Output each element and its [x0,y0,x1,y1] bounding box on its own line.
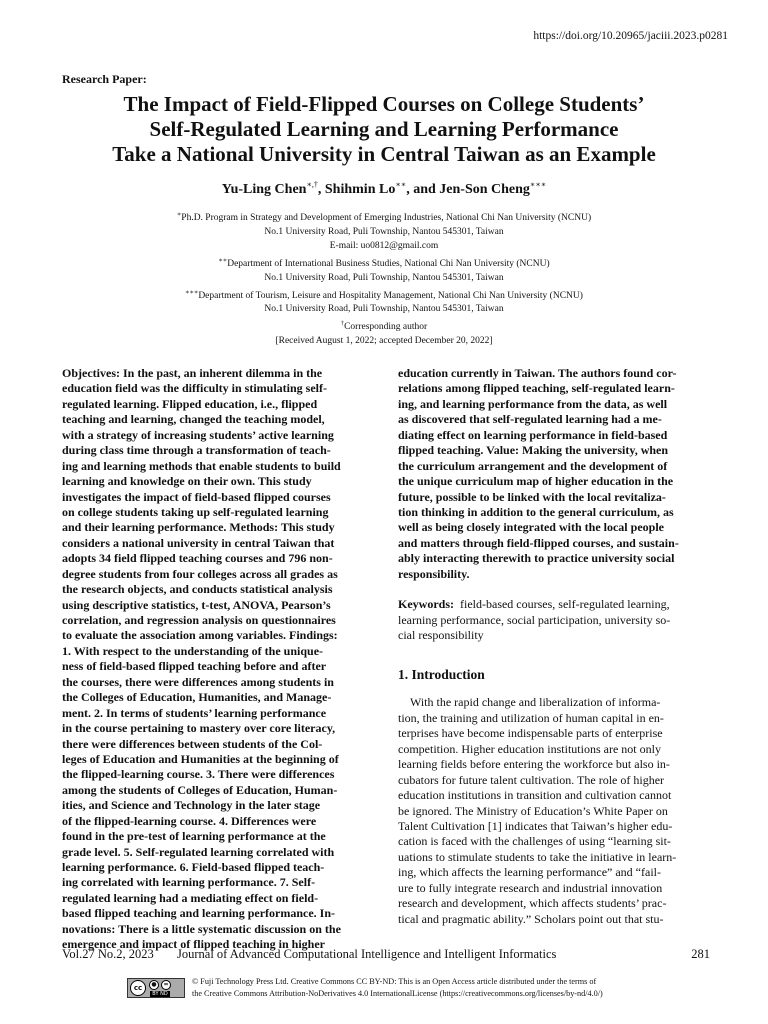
body-text-line: tion, the training and utilization of human capital in en- [398,710,664,725]
body-text-line: With the rapid change and liberalization of informa- [410,695,661,710]
abstract-line: teaching and learning, changed the teaching model, [62,412,325,427]
affiliation-text: Ph.D. Program in Strategy and Development of Emerging Industries, National Chi Nan University (NCNU) [181,213,592,223]
abstract-line: as discovered that self-regulated learning had a me- [398,412,662,427]
abstract-line: investigates the impact of field-based flipped courses [62,489,331,504]
affiliation-mark: ∗∗∗ [185,288,199,296]
keywords-line: learning performance, social participation, university so- [398,612,671,627]
abstract-line: during class time through a transformation of teach- [62,443,331,458]
keywords-block [398,597,710,643]
body-text-line: Talent Cultivation [1] indicates that Taiwan’s higher edu- [398,818,673,833]
title-line: Take a National University in Central Taiwan as an Example [112,142,656,166]
body-text-line: tical and pragmatic ability.” Scholars point out that stu- [398,911,664,926]
abstract-line: the curriculum arrangement and the development of [398,458,668,473]
affiliation-block [40,208,728,349]
corresponding-text: Corresponding author [344,322,428,333]
abstract-line: future, possible to be linked with the local revitaliza- [398,489,666,504]
abstract-line: with a strategy of increasing students’ active learning [62,427,334,442]
body-text-line: ure to fully integrate research and industrial innovation [398,880,663,895]
abstract-line: among the students of Colleges of Education, Human- [62,782,338,797]
affiliation-line [40,254,728,272]
abstract-line: in the course pertaining to mastery over core literacy, [62,721,336,736]
abstract-line: Objectives: In the past, an inherent dilemma in the [62,366,323,380]
author-name: Yu-Ling Chen [221,182,307,197]
cc-icons-group [149,980,171,997]
author-separator: , and [406,182,440,197]
abstract-line: ing, and learning performance from the data, as well [398,396,668,411]
abstract-line: well as being closely integrated with the local people [398,520,664,535]
abstract-line: ities, and Science and Technology in the later stage [62,798,321,813]
right-column [398,366,710,927]
spacer [398,685,710,695]
abstract-line: emergence and impact of flipped teaching in higher [62,937,325,952]
by-person-icon: ● [149,980,159,990]
abstract-line: tion thinking in addition to the general curriculum, as [398,504,674,519]
author-name: Jen-Son Cheng [439,182,530,197]
abstract-line: the Colleges of Education, Humanities, and Manage- [62,690,332,705]
abstract-line: education currently in Taiwan. The authors found cor- [398,366,677,380]
abstract-line: the research objects, and conducts statistical analysis [62,582,333,597]
abstract-line: 1. With respect to the understanding of the unique- [62,643,324,658]
abstract-line: the flipped-learning course. 3. There were differences [62,767,335,782]
abstract-line: ment. 2. In terms of students’ learning performance [62,705,327,720]
abstract-line: the unique curriculum map of higher education in the [398,474,674,489]
body-text-line: terprises have become indispensable parts of enterprise [398,726,663,741]
abstract-line: and their learning performance. Methods: This study [62,520,335,535]
keywords-label: Keywords: [398,597,454,612]
abstract-line: the courses, there were differences among students in [62,674,334,689]
author-mark: ∗∗∗ [529,180,547,189]
license-line: © Fuji Technology Press Ltd. Creative Commons CC BY-ND: This is an Open Access article distributed under the terms of [192,977,597,986]
affiliation-mark: ∗∗ [218,256,228,264]
abstract-line: to evaluate the association among variables. Findings: [62,628,338,643]
paper-type-label: Research Paper: [62,72,147,86]
author-list [40,180,728,198]
abstract-line: correlation, and regression analysis on questionnaires [62,613,336,627]
doi-link[interactable]: https://doi.org/10.20965/jaciii.2023.p0281 [533,30,728,42]
nd-equals-icon: = [161,980,171,990]
abstract-line: ably interacting therewith to practice university social [398,551,675,566]
abstract-line: ness of field-based flipped teaching before and after [62,659,327,674]
abstract-left-column [62,366,374,953]
cc-icon: cc [130,980,146,996]
introduction-body [398,695,710,927]
body-text-line: uations to stimulate students to take the initiative in learn- [398,849,677,864]
affiliation-address: No.1 University Road, Puli Township, Nantou 545301, Taiwan [264,304,504,315]
author-email[interactable]: E-mail: uo0812@gmail.com [329,240,439,251]
body-text-line: research and development, which affects students’ prac- [398,896,667,911]
affiliation-line [40,286,728,304]
cc-symbols [149,980,171,990]
footer-journal: Journal of Advanced Computational Intelligence and Intelligent Informatics [177,947,557,961]
abstract-line: learning performance. 6. Field-based flipped teach- [62,860,325,874]
body-text-line: learning fields before entering the workforce but also in- [398,757,670,772]
abstract-line: education field was the difficulty in stimulating self- [62,381,328,396]
abstract-continuation [398,366,710,582]
abstract-line: leges of Education and Humanities at the beginning of [62,751,339,766]
abstract-line: regulated learning had a mediating effect on field- [62,890,319,905]
author-name: Shihmin Lo [324,182,396,197]
abstract-line: responsibility. [398,566,470,581]
page-footer [62,947,710,962]
body-text-line: ing, which affects the learning performance” and “fail- [398,865,661,880]
cc-badge-text: BY ND [152,990,168,997]
spacer [398,582,710,597]
abstract-line: grade level. 5. Self-regulated learning correlated with [62,844,335,859]
abstract-line: relations among flipped teaching, self-regulated learn- [398,381,675,396]
abstract-line: degree students from four colleges across all grades as [62,566,338,581]
abstract-line: ing correlated with learning performance. 7. Self- [62,875,316,890]
page-number: 281 [691,947,710,961]
corresponding-mark: † [340,320,345,328]
body-text-line: cation is faced with the challenges of using “learning sit- [398,834,671,849]
author-separator: , [317,182,325,197]
author-mark: ∗∗ [395,180,407,189]
affiliation-mark: ∗ [176,211,182,218]
abstract-line: considers a national university in central Taiwan that [62,535,335,550]
license-line[interactable]: the Creative Commons Attribution-NoDerivatives 4.0 InternationalLicense (https://creativecommons.org/licenses/by-nd/4.0/) [192,988,603,998]
paper-title [40,92,728,167]
affiliation-address: No.1 University Road, Puli Township, Nantou 545301, Taiwan [264,226,504,237]
abstract-line: based flipped teaching and learning performance. In- [62,906,336,921]
title-line: The Impact of Field-Flipped Courses on College Students’ [123,92,645,116]
abstract-line: and matters through field-flipped courses, and sustain- [398,535,679,550]
abstract-line: regulated learning. Flipped education, i.e., flipped [62,396,318,411]
abstract-line: learning and knowledge on their own. This study [62,474,312,489]
affiliation-line [40,208,728,226]
body-text-line: cubators for future talent cultivation. The role of higher [398,772,665,787]
keywords-text: field-based courses, self-regulated learning, [460,597,670,612]
body-text-line: be ignored. The Ministry of Education’s White Paper on [398,803,668,818]
abstract-line: found in the pre-test of learning performance at the [62,829,326,844]
abstract-line: using descriptive statistics, t-test, ANOVA, Pearson’s [62,597,331,612]
footer-volume: Vol.27 No.2, 2023 [62,947,154,961]
abstract-line: there were differences between students of the Col- [62,736,323,751]
title-line: Self-Regulated Learning and Learning Performance [149,117,619,141]
body-text-line: education institutions in transition and cultivation cannot [398,788,672,803]
keywords-line: cial responsibility [398,628,484,642]
abstract-line: of the flipped-learning course. 4. Differences were [62,813,317,828]
affiliation-text: Department of International Business Studies, National Chi Nan University (NCNU) [227,258,550,269]
abstract-line: on college students taking up self-regulated learning [62,504,329,519]
license-text [192,976,603,999]
cc-by-nd-badge[interactable] [127,978,185,998]
affiliation-text: Department of Tourism, Leisure and Hospitality Management, National Chi Nan University (NCNU) [198,290,583,301]
corresponding-author-note [40,317,728,335]
abstract-line: adopts 34 field flipped teaching courses and 796 non- [62,551,333,566]
abstract-line: novations: There is a little systematic discussion on the [62,921,341,936]
section-heading-introduction: 1. Introduction [398,667,485,683]
license-notice [127,976,603,999]
received-dates: [Received August 1, 2022; accepted December 20, 2022] [275,336,493,347]
author-mark: ∗,† [306,180,318,189]
spacer [398,643,710,665]
abstract-line: diating effect on learning performance in field-based [398,427,668,442]
keywords-line [398,597,710,612]
body-text-line: competition. Higher education institutions are not only [398,741,661,756]
affiliation-address: No.1 University Road, Puli Township, Nantou 545301, Taiwan [264,272,504,283]
abstract-line: flipped teaching. Value: Making the university, when [398,443,669,458]
abstract-line: ing and learning methods that enable students to build [62,458,341,473]
